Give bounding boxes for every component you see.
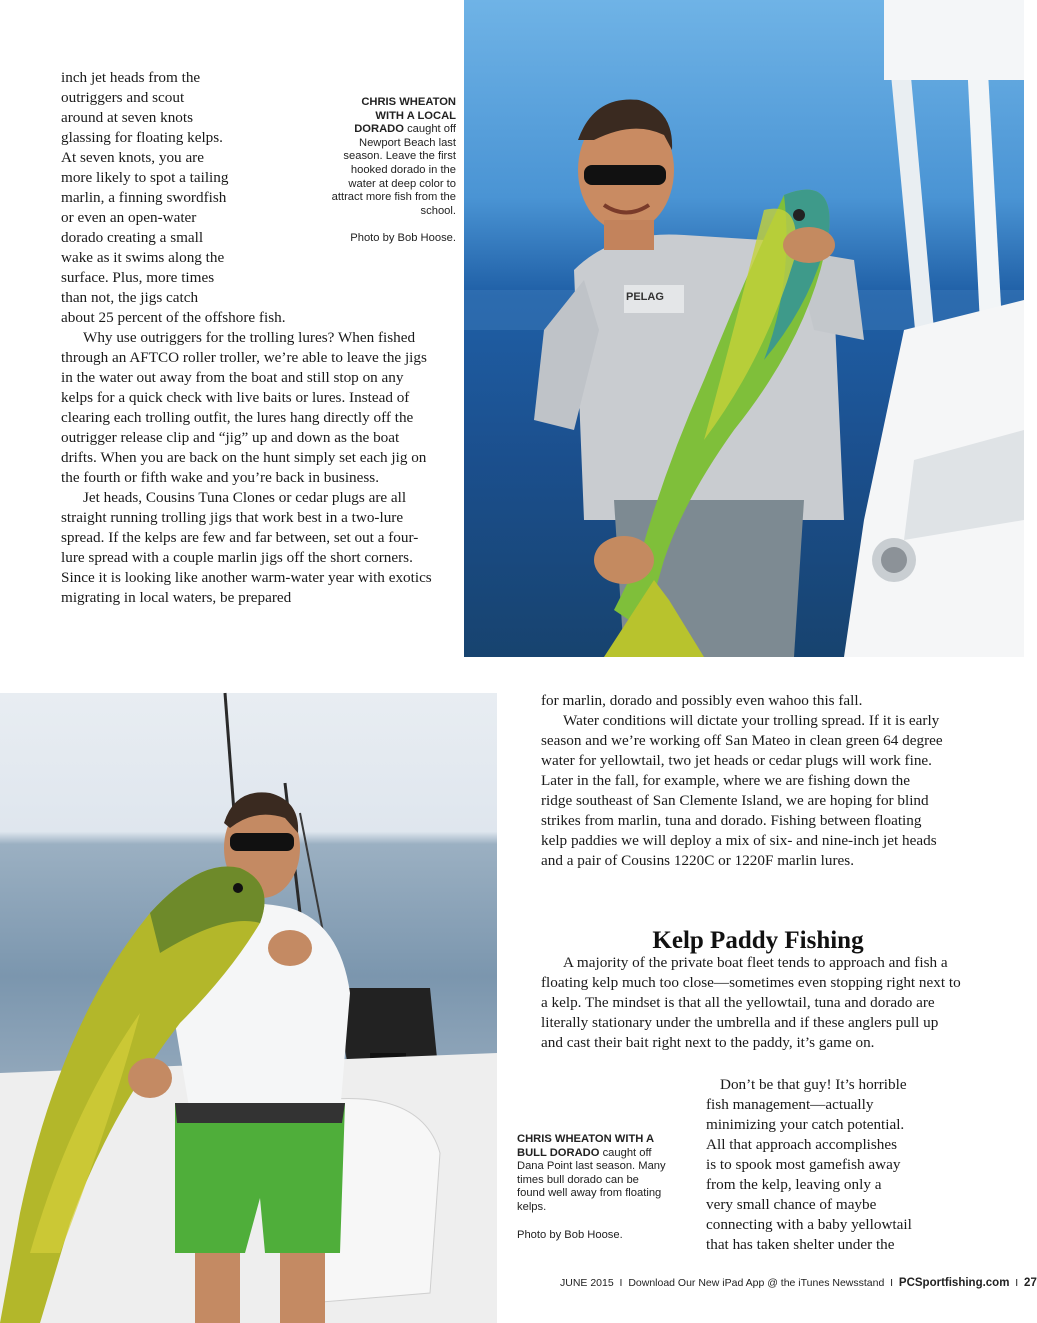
text-line: around at seven knots [61, 109, 194, 126]
footer-separator: I [890, 1277, 894, 1289]
paragraph-private-fleet: A majority of the private boat fleet tends to approach and fish a floating kelp much too close—sometimes even stopping right next to a kelp. The mindset is that all the yellowtail, tuna and dorado are literally stationary under the umbrella and if these anglers pull up and cast their bait right next to the paddy, it’s game on. [541, 954, 961, 1051]
paragraph-marlin-dorado: for marlin, dorado and possibly even wahoo this fall. [541, 692, 863, 709]
text-line: wake as it swims along the [61, 249, 225, 266]
text-line: from the kelp, leaving only a [706, 1176, 882, 1193]
footer-separator: I [1015, 1277, 1019, 1289]
column1-wrapped-lines [61, 68, 433, 328]
dorado-photo-newport-art [464, 0, 1024, 657]
caption-local-dorado-text: caught off Newport Beach last season. Leave the first hooked dorado in the water at deep color to attract more fish from the school. [331, 123, 456, 217]
text-line: more likely to spot a tailing [61, 169, 229, 186]
text-line: connecting with a baby yellowtail [706, 1216, 912, 1233]
caption-local-dorado-title: CHRIS WHEATON WITH A LOCAL DORADO [354, 96, 456, 136]
text-line: marlin, a finning swordfish [61, 189, 227, 206]
article-column-2 [541, 691, 943, 871]
caption-bull-dorado [517, 1133, 667, 1242]
text-line: fish management—actually [706, 1096, 874, 1113]
page-footer [560, 1276, 1037, 1290]
text-line: At seven knots, you are [61, 149, 204, 166]
section-heading-kelp-paddy: Kelp Paddy Fishing [652, 927, 864, 954]
page-number: 27 [1024, 1277, 1037, 1289]
text-line: or even an open-water [61, 209, 197, 226]
text-line: All that approach accomplishes [706, 1136, 898, 1153]
article-column-2-section [541, 953, 961, 1053]
footer-separator: I [619, 1277, 623, 1289]
footer-date: JUNE 2015 [560, 1277, 614, 1289]
text-line: that has taken shelter under the [706, 1236, 895, 1253]
caption-bull-dorado-credit: Photo by Bob Hoose. [517, 1228, 623, 1241]
article-column-1 [61, 68, 433, 608]
caption-bull-dorado-text: caught off Dana Point last season. Many times bull dorado can be found well away from floating kelps. [517, 1146, 666, 1213]
dorado-photo-dana-point-art [0, 693, 497, 1323]
text-line: outriggers and scout [61, 89, 185, 106]
text-line: is to spook most gamefish away [706, 1156, 901, 1173]
text-line: about 25 percent of the offshore fish. [61, 309, 286, 326]
dorado-photo-newport [464, 0, 1024, 657]
text-line: minimizing your catch potential. [706, 1116, 905, 1133]
footer-ipad-promo: Download Our New iPad App @ the iTunes Newsstand [628, 1277, 885, 1289]
text-line: very small chance of maybe [706, 1196, 877, 1213]
paragraph-jet-heads: Jet heads, Cousins Tuna Clones or cedar plugs are all straight running trolling jigs that work best in a two-lure spread. If the kelps are few and far between, set out a four-lure spread with a couple marlin jigs off the short corners. Since it is looking like another warm-water year with exotics migrating in local waters, be prepared [61, 489, 432, 606]
shirt-logo-text: PELAG [626, 291, 664, 303]
article-column-2-wrap [706, 1075, 966, 1255]
caption-bull-dorado-title: CHRIS WHEATON WITH A BULL DORADO [517, 1133, 654, 1159]
paragraph-water-conditions: Water conditions will dictate your trolling spread. If it is early season and we’re working off San Mateo in clean green 64 degree water for yellowtail, two jet heads or cedar plugs will work fine. Later in the fall, for example, where we are fishing down the ridge southeast of San Clemente Island, we are hoping for blind strikes from marlin, tuna and dorado. Fishing between floating kelp paddies we will deploy a mix of six- and nine-inch jet heads and a pair of Cousins 1220C or 1220F marlin lures. [541, 712, 943, 869]
paragraph-outriggers: Why use outriggers for the trolling lures? When fished through an AFTCO roller troller, we’re able to leave the jigs in the water out away from the boat and still stop on any kelps for a quick check with live baits or lures. Instead of clearing each trolling outfit, the lures hang directly off the outrigger release clip and “jig” up and down as the boat drifts. When you are back on the hunt simply set each jig on the fourth or fifth wake and you’re back in business. [61, 329, 427, 486]
text-line: surface. Plus, more times [61, 269, 215, 286]
text-line: than not, the jigs catch [61, 289, 199, 306]
dorado-photo-dana-point [0, 693, 497, 1323]
text-line: inch jet heads from the [61, 69, 201, 86]
text-line: Don’t be that guy! It’s horrible [720, 1076, 907, 1093]
text-line: glassing for floating kelps. [61, 129, 223, 146]
caption-local-dorado-credit: Photo by Bob Hoose. [350, 232, 456, 245]
text-line: dorado creating a small [61, 229, 204, 246]
footer-site-link[interactable]: PCSportfishing.com [898, 1277, 1010, 1289]
